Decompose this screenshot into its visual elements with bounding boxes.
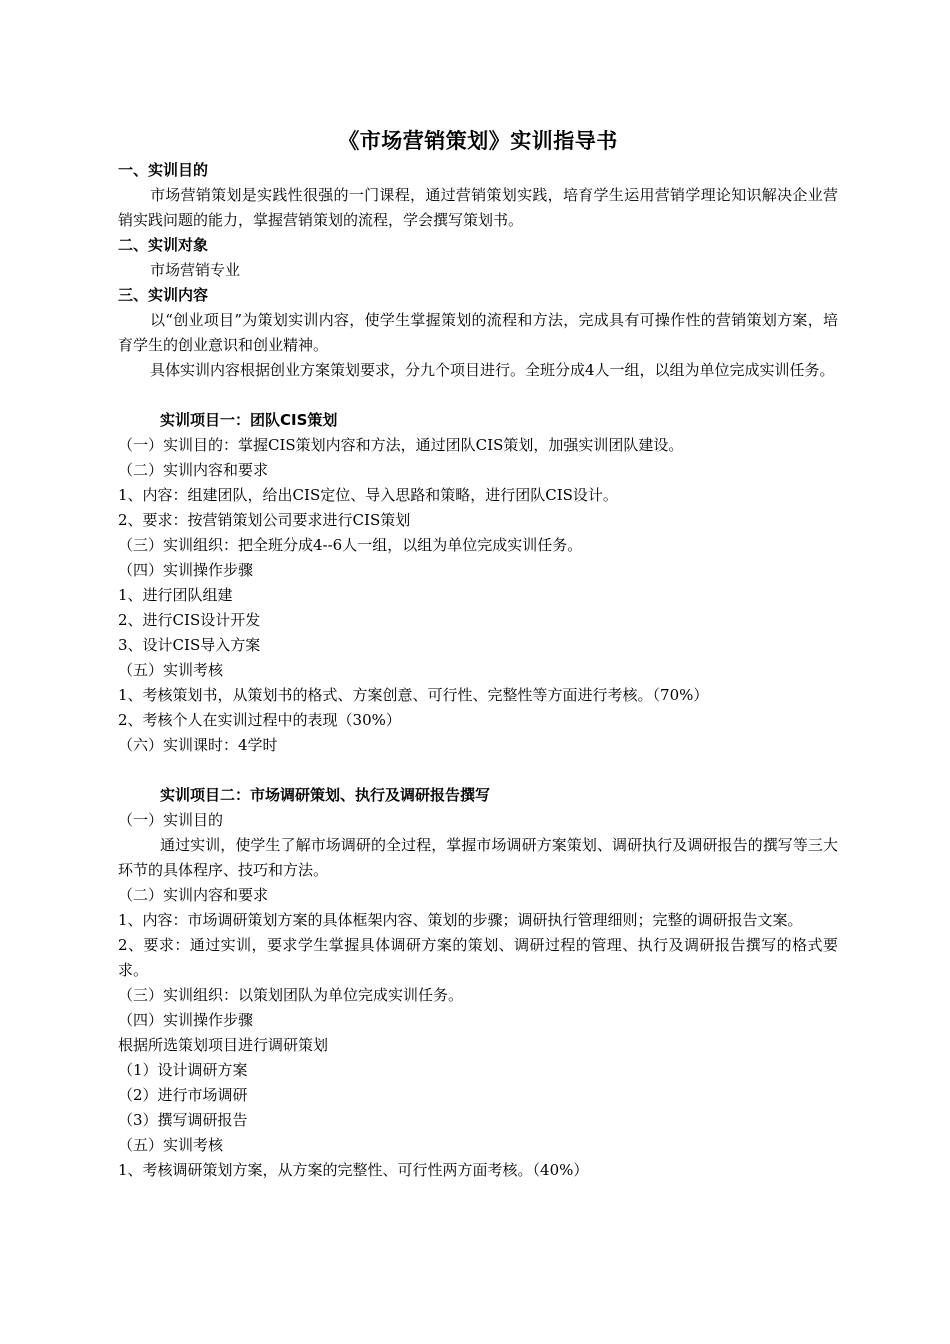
- project-1-line: （五）实训考核: [118, 661, 224, 679]
- project-1-line: 1、内容：组建团队，给出CIS定位、导入思路和策略，进行团队CIS设计。: [118, 486, 618, 504]
- project-2-line: 1、内容：市场调研策划方案的具体框架内容、策划的步骤；调研执行管理细则；完整的调研报告文案。: [118, 911, 803, 929]
- project-2-line: （3）撰写调研报告: [118, 1111, 248, 1129]
- project-2-line: 1、考核调研策划方案，从方案的完整性、可行性两方面考核。（40%）: [118, 1161, 589, 1179]
- project-1-line: 2、考核个人在实训过程中的表现（30%）: [118, 711, 401, 729]
- project-2-line: （2）进行市场调研: [118, 1086, 248, 1104]
- project-2-line: （一）实训目的: [118, 811, 224, 829]
- project-2-line: （四）实训操作步骤: [118, 1011, 254, 1029]
- document-title: 《市场营销策划》实训指导书: [338, 129, 618, 153]
- project-2-heading: 实训项目二：市场调研策划、执行及调研报告撰写: [160, 786, 491, 804]
- project-1-line: 1、考核策划书，从策划书的格式、方案创意、可行性、完整性等方面进行考核。（70%）: [118, 686, 709, 704]
- project-2-line: （二）实训内容和要求: [118, 886, 269, 904]
- spacer: [118, 383, 838, 408]
- project-1-heading: 实训项目一：团队CIS策划: [160, 411, 338, 429]
- section-heading-audience: 二、实训对象: [118, 236, 209, 254]
- project-2-line: （五）实训考核: [118, 1136, 224, 1154]
- project-1-line: （二）实训内容和要求: [118, 461, 269, 479]
- section-text-content-1: 以“创业项目”为策划实训内容，使学生掌握策划的流程和方法，完成具有可操作性的营销策划方案，培育学生的创业意识和创业精神。: [118, 311, 838, 354]
- project-2-line: 2、要求：通过实训，要求学生掌握具体调研方案的策划、调研过程的管理、执行及调研报告撰写的格式要求。: [118, 936, 838, 979]
- project-1-line: 3、设计CIS导入方案: [118, 636, 261, 654]
- project-2-purpose-text: 通过实训，使学生了解市场调研的全过程，掌握市场调研方案策划、调研执行及调研报告的撰写等三大环节的具体程序、技巧和方法。: [118, 836, 838, 879]
- section-text-content-2: 具体实训内容根据创业方案策划要求，分九个项目进行。全班分成4人一组，以组为单位完成实训任务。: [150, 361, 835, 379]
- project-1-line: （三）实训组织：把全班分成4--6人一组，以组为单位完成实训任务。: [118, 536, 583, 554]
- project-2-line: （1）设计调研方案: [118, 1061, 248, 1079]
- project-2-line: 根据所选策划项目进行调研策划: [118, 1036, 329, 1054]
- project-1-line: （六）实训课时：4学时: [118, 736, 278, 754]
- project-1-line: （四）实训操作步骤: [118, 561, 254, 579]
- spacer: [118, 758, 838, 783]
- section-heading-content: 三、实训内容: [118, 286, 209, 304]
- project-1-line: （一）实训目的：掌握CIS策划内容和方法，通过团队CIS策划，加强实训团队建设。: [118, 436, 684, 454]
- project-1-line: 2、要求：按营销策划公司要求进行CIS策划: [118, 511, 411, 529]
- section-text-audience: 市场营销专业: [150, 261, 241, 279]
- project-1-line: 1、进行团队组建: [118, 586, 233, 604]
- project-1-line: 2、进行CIS设计开发: [118, 611, 261, 629]
- section-heading-purpose: 一、实训目的: [118, 161, 209, 179]
- document-page: [118, 124, 838, 1183]
- project-2-line: （三）实训组织：以策划团队为单位完成实训任务。: [118, 986, 464, 1004]
- section-text-purpose: 市场营销策划是实践性很强的一门课程，通过营销策划实践，培育学生运用营销学理论知识解决企业营销实践问题的能力，掌握营销策划的流程，学会撰写策划书。: [118, 186, 838, 229]
